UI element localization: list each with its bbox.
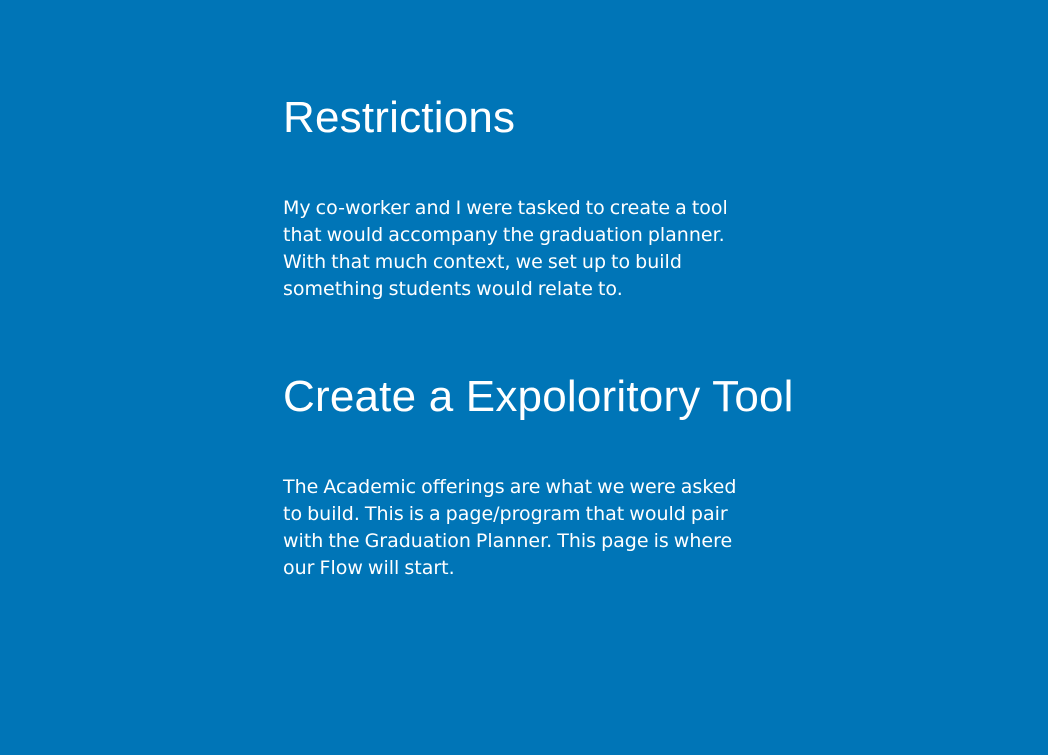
- paragraph-line: our Flow will start.: [283, 557, 455, 579]
- section-paragraph-restrictions: [283, 195, 763, 303]
- paragraph-line: The Academic offerings are what we were asked: [283, 476, 737, 498]
- paragraph-line: with the Graduation Planner. This page is where: [283, 530, 733, 552]
- paragraph-line: to build. This is a page/program that would pair: [283, 503, 728, 525]
- paragraph-line: that would accompany the graduation planner.: [283, 224, 725, 246]
- paragraph-line: something students would relate to.: [283, 278, 623, 300]
- section-paragraph-exploratory-tool: [283, 474, 763, 582]
- section-heading-exploratory-tool: Create a Expoloritory Tool: [283, 372, 794, 421]
- section-heading-restrictions: Restrictions: [283, 93, 516, 142]
- paragraph-line: My co-worker and I were tasked to create a tool: [283, 197, 728, 219]
- paragraph-line: With that much context, we set up to build: [283, 251, 682, 273]
